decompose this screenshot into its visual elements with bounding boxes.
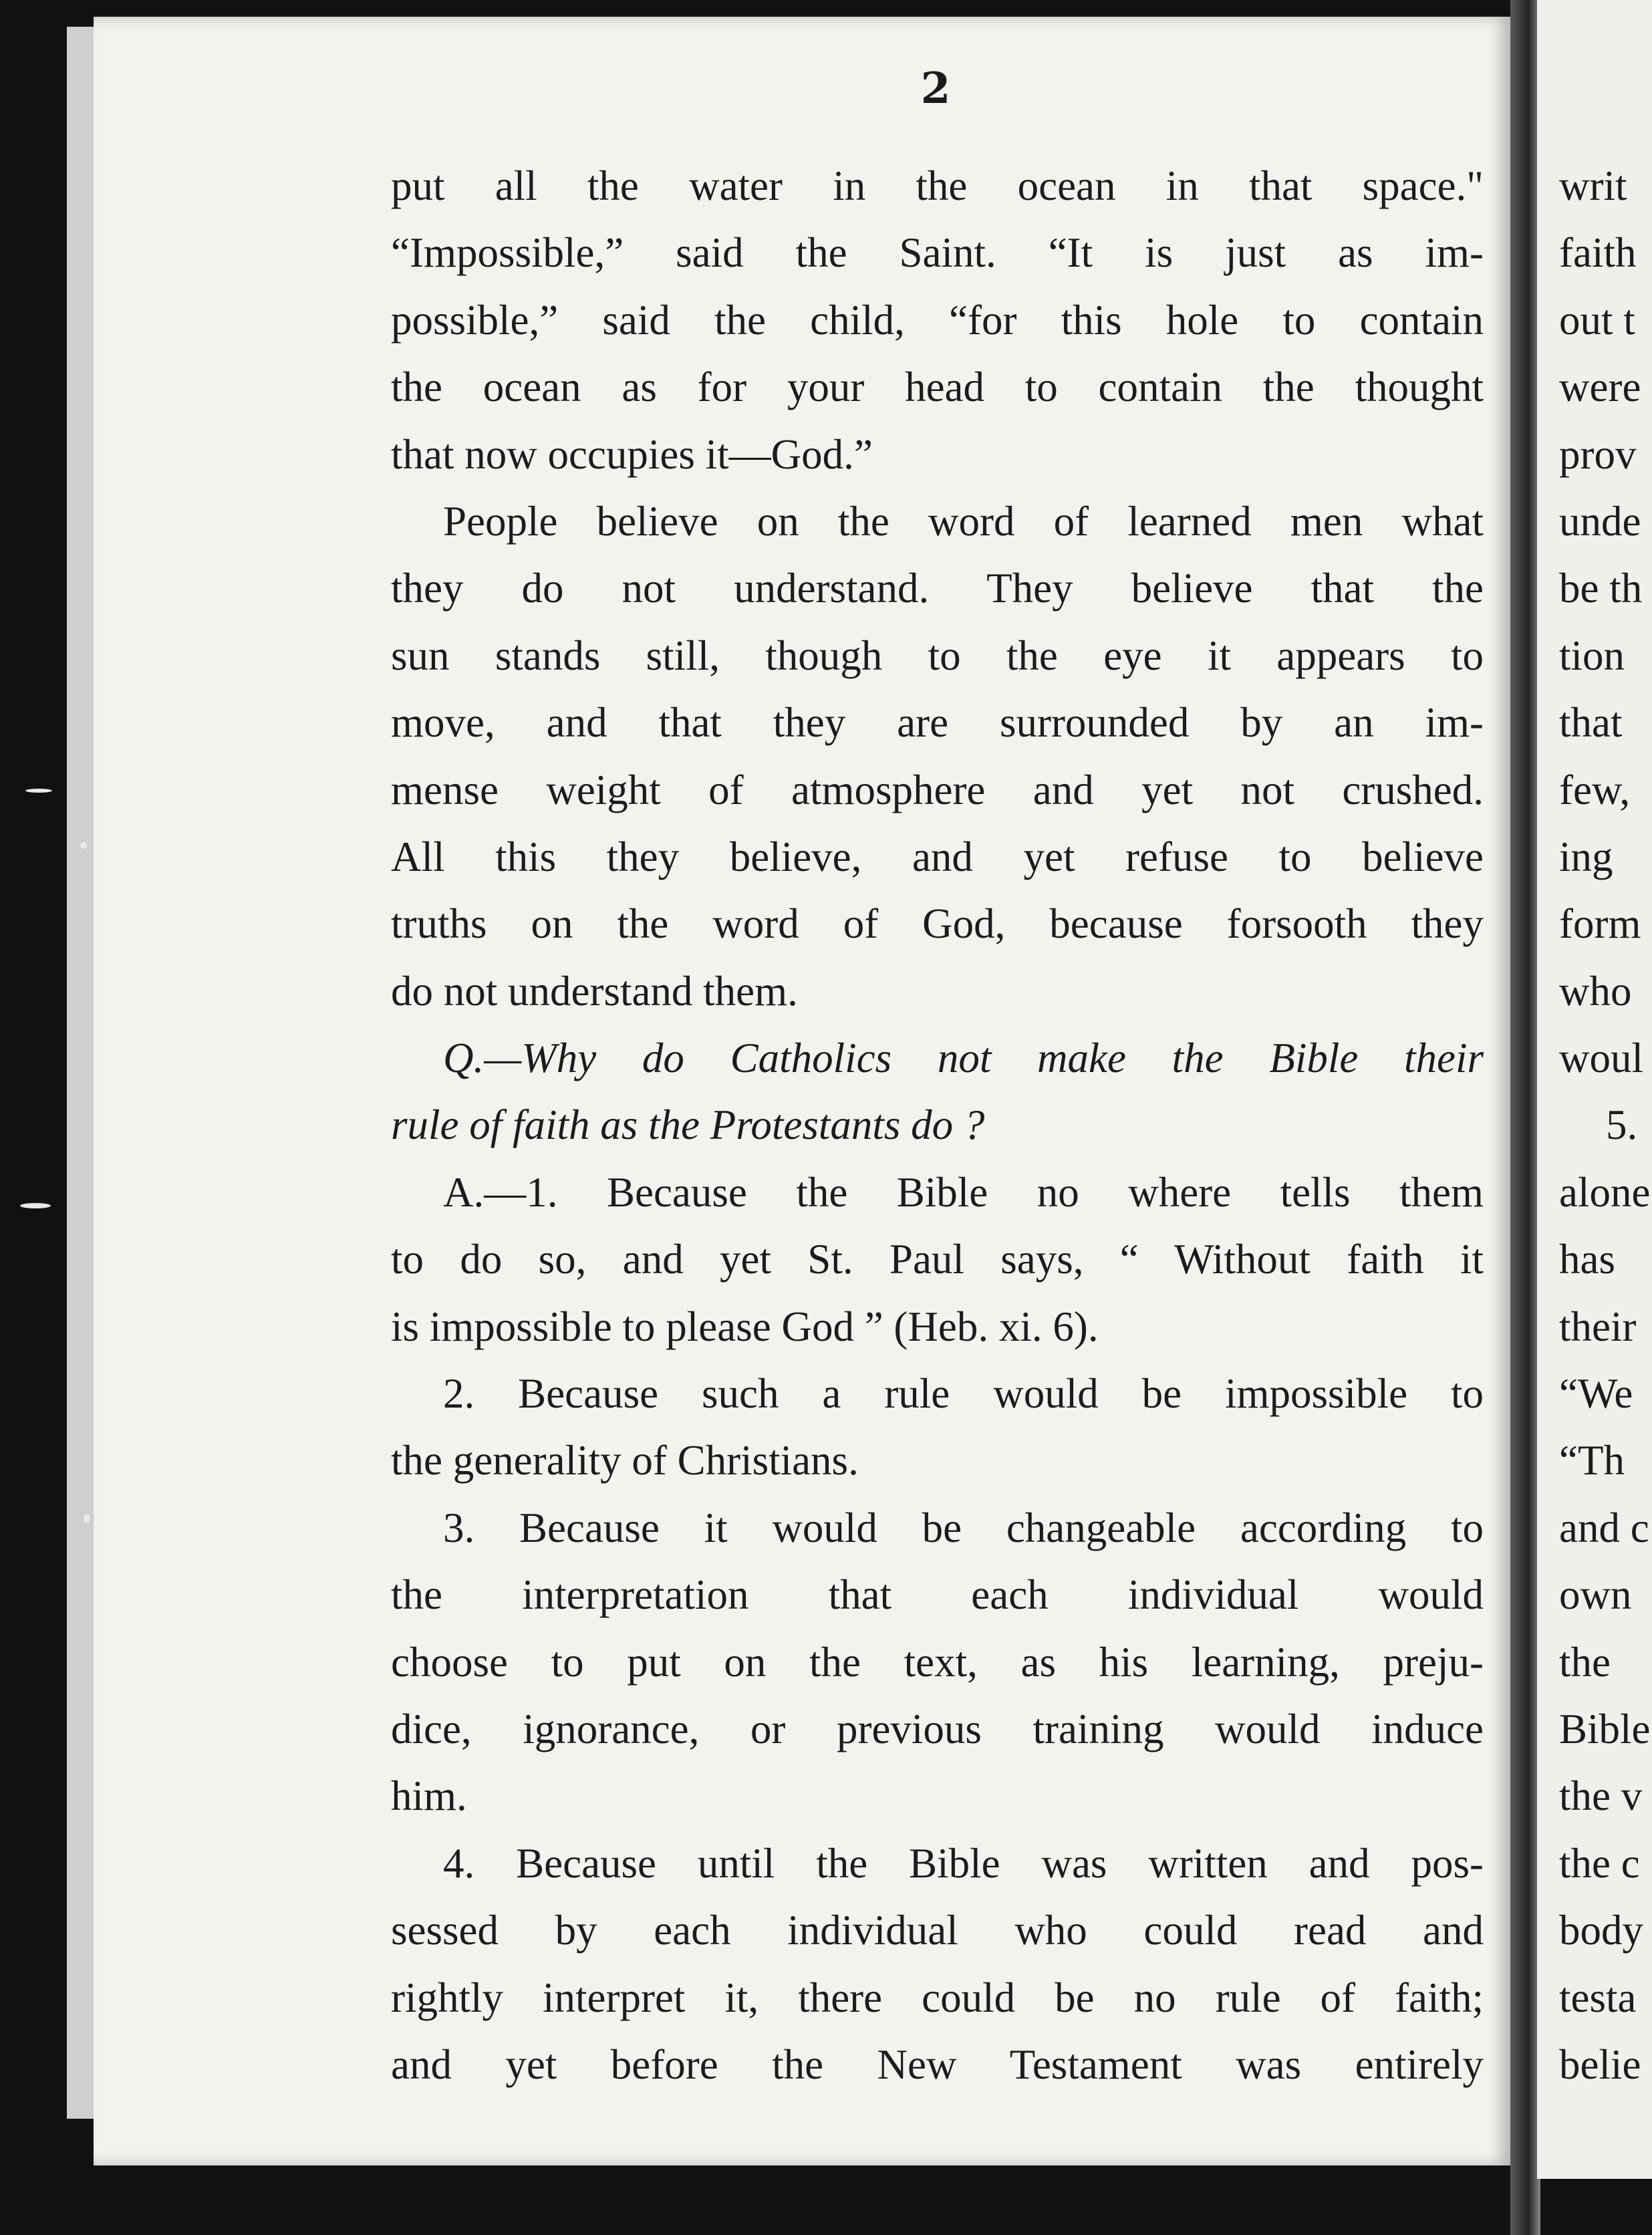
right-text-fragment: woul — [1559, 1035, 1643, 1082]
right-text-fragment: unde — [1559, 497, 1641, 545]
right-text-fragment: the — [1559, 1638, 1611, 1686]
text-line: sun stands still, though to the eye it appears to — [391, 632, 1484, 679]
dust-speck — [25, 789, 52, 793]
right-text-fragment: belie — [1559, 2041, 1641, 2088]
right-text-fragment: who — [1559, 967, 1632, 1015]
right-text-fragment: prov — [1559, 430, 1637, 478]
right-text-fragment: the c — [1559, 1839, 1640, 1887]
page-body-text — [391, 152, 1484, 2098]
text-line: the generality of Christians. — [391, 1437, 859, 1484]
text-line: Q.—Why do Catholics not make the Bible their — [443, 1035, 1484, 1082]
text-line: him. — [391, 1772, 467, 1820]
text-line: A.—1. Because the Bible no where tells them — [443, 1168, 1484, 1216]
dust-speck — [20, 1203, 51, 1208]
right-text-fragment: their — [1559, 1303, 1637, 1350]
page-number: 2 — [920, 63, 951, 114]
page-edge-strip — [67, 27, 97, 2119]
right-text-fragment: were — [1559, 364, 1641, 411]
text-line: move, and that they are surrounded by an im- — [391, 699, 1484, 747]
right-text-fragment: that — [1559, 699, 1623, 747]
right-text-fragment: body — [1559, 1907, 1643, 1954]
right-text-fragment: Bible — [1559, 1705, 1651, 1752]
text-line: All this they believe, and yet refuse to believe — [391, 833, 1484, 880]
text-line: that now occupies it—God.” — [391, 430, 873, 478]
right-text-fragment: form — [1559, 900, 1641, 948]
right-text-fragment: “Th — [1559, 1437, 1625, 1484]
right-text-fragment: and c — [1559, 1504, 1649, 1551]
text-line: 3. Because it would be changeable according to — [443, 1504, 1484, 1551]
text-line: mense weight of atmosphere and yet not crushed. — [391, 766, 1484, 813]
right-text-fragment: out t — [1559, 296, 1635, 344]
right-text-fragment: testa — [1559, 1974, 1637, 2021]
right-page-text-fragments — [1559, 152, 1652, 2098]
right-text-fragment: be th — [1559, 565, 1643, 612]
right-text-fragment: writ — [1559, 162, 1627, 209]
text-line: do not understand them. — [391, 967, 798, 1015]
text-line: 2. Because such a rule would be impossible to — [443, 1370, 1484, 1418]
text-line: the interpretation that each individual would — [391, 1571, 1484, 1619]
text-line: rule of faith as the Protestants do ? — [391, 1101, 985, 1149]
text-line: put all the water in the ocean in that space." — [391, 162, 1484, 209]
right-text-fragment: own — [1559, 1571, 1632, 1619]
text-line: choose to put on the text, as his learning, preju- — [391, 1638, 1484, 1686]
dust-speck — [80, 842, 87, 849]
text-line: they do not understand. They believe that the — [391, 565, 1484, 612]
text-line: to do so, and yet St. Paul says, “ Without faith it — [391, 1236, 1484, 1283]
text-line: the ocean as for your head to contain the thought — [391, 364, 1484, 411]
right-text-fragment: tion — [1559, 632, 1625, 679]
book-gutter — [1510, 0, 1540, 2235]
text-line: “Impossible,” said the Saint. “It is just as im- — [391, 229, 1484, 277]
text-line: 4. Because until the Bible was written and pos- — [443, 1839, 1484, 1887]
right-text-fragment: few, — [1559, 766, 1631, 813]
text-line: truths on the word of God, because forsooth they — [391, 900, 1484, 948]
text-line: and yet before the New Testament was entirely — [391, 2041, 1484, 2088]
right-text-fragment: ing — [1559, 833, 1613, 880]
right-text-fragment: alone — [1559, 1168, 1651, 1216]
text-line: People believe on the word of learned men what — [443, 497, 1484, 545]
text-line: sessed by each individual who could read and — [391, 1907, 1484, 1954]
text-line: rightly interpret it, there could be no rule of faith; — [391, 1974, 1484, 2021]
text-line: is impossible to please God ” (Heb. xi. 6). — [391, 1303, 1099, 1350]
right-text-fragment: 5. — [1606, 1101, 1638, 1149]
text-line: possible,” said the child, “for this hole to contain — [391, 296, 1484, 344]
text-line: dice, ignorance, or previous training would induce — [391, 1705, 1484, 1752]
dust-speck — [84, 1514, 90, 1523]
right-text-fragment: has — [1559, 1236, 1615, 1283]
right-text-fragment: faith — [1559, 229, 1637, 277]
right-text-fragment: the v — [1559, 1772, 1643, 1820]
right-text-fragment: “We — [1559, 1370, 1633, 1418]
